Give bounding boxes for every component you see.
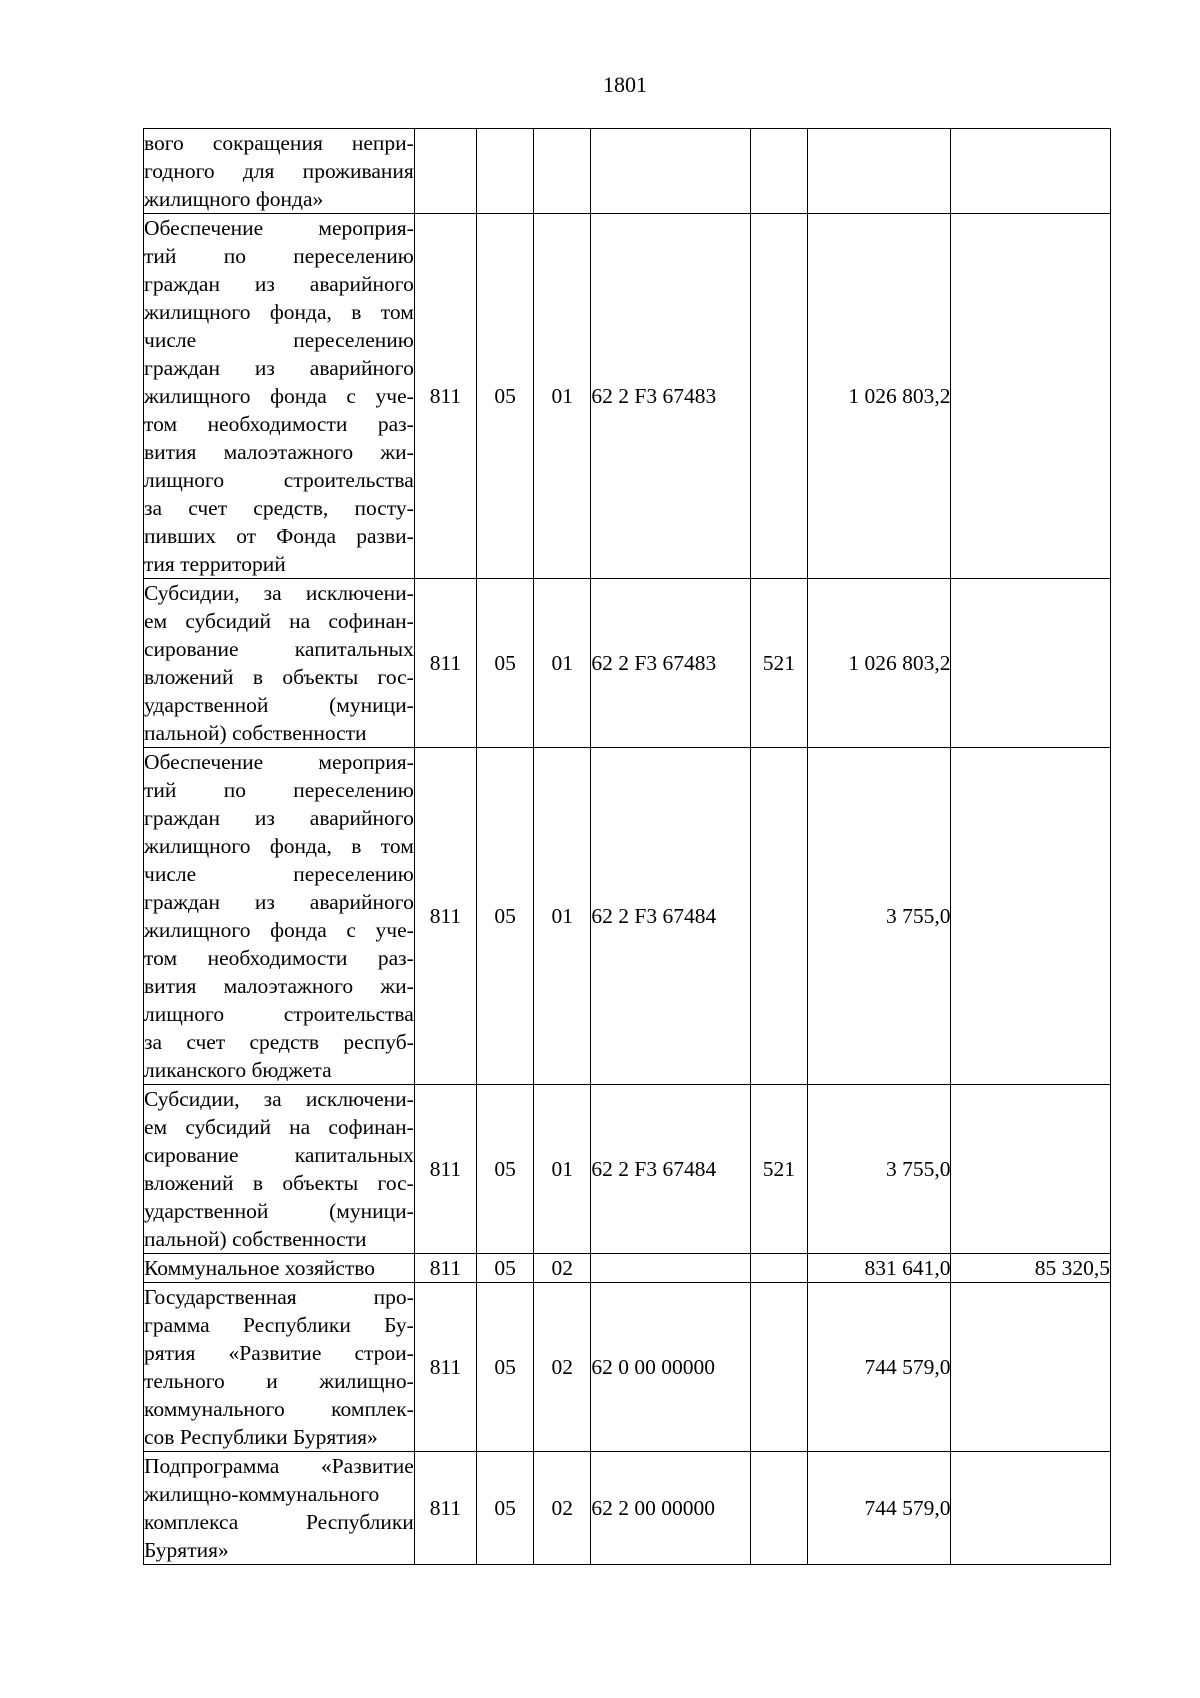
cell-rz: 05: [477, 579, 534, 748]
cell-name-line: вития малоэтажного жи-: [144, 974, 414, 998]
cell-name-line: Обеспечение мероприя-: [144, 216, 414, 240]
cell-sum-extra: 85 320,5: [951, 1254, 1111, 1283]
cell-name: [144, 129, 415, 214]
cell-name-line: жилищного фонда с уче-: [144, 384, 414, 408]
cell-pr: 01: [534, 214, 591, 579]
cell-sum: 1 026 803,2: [808, 214, 951, 579]
cell-expense-type: 521: [750, 1085, 807, 1254]
table-row: [144, 1283, 1111, 1452]
cell-rz: 05: [477, 1085, 534, 1254]
cell-name: [144, 579, 415, 748]
cell-gr: 811: [414, 579, 476, 748]
cell-name-line: вого сокращения непри-: [144, 131, 414, 155]
cell-name-line: сирование капитальных: [144, 1143, 414, 1167]
cell-target: 62 2 F3 67483: [591, 579, 750, 748]
cell-name-line: ем субсидий на софинан-: [144, 609, 414, 633]
cell-sum-extra: [951, 748, 1111, 1085]
cell-rz: 05: [477, 1254, 534, 1283]
cell-pr: [534, 129, 591, 214]
table-row: [144, 1254, 1111, 1283]
cell-name-line: ударственной (муници-: [144, 1199, 414, 1223]
cell-name-line: сирование капитальных: [144, 637, 414, 661]
cell-name: [144, 1085, 415, 1254]
cell-name-line: тия территорий: [144, 552, 286, 576]
cell-name-line: Коммунальное хозяйство: [144, 1256, 376, 1280]
cell-gr: 811: [414, 1452, 476, 1565]
cell-name-line: тельного и жилищно-: [144, 1369, 414, 1393]
cell-gr: 811: [414, 214, 476, 579]
cell-target: [591, 1254, 750, 1283]
cell-sum: 3 755,0: [808, 1085, 951, 1254]
page-number: 1801: [603, 72, 647, 97]
cell-sum: 3 755,0: [808, 748, 951, 1085]
cell-pr: 01: [534, 1085, 591, 1254]
cell-name-line: Бурятия»: [144, 1538, 229, 1562]
cell-name: [144, 214, 415, 579]
cell-pr: 01: [534, 748, 591, 1085]
cell-target: 62 2 F3 67483: [591, 214, 750, 579]
cell-name-line: граждан из аварийного: [144, 272, 414, 296]
cell-rz: 05: [477, 1452, 534, 1565]
cell-rz: 05: [477, 214, 534, 579]
cell-pr: 02: [534, 1254, 591, 1283]
cell-name-line: рятия «Развитие строи-: [144, 1341, 414, 1365]
cell-sum: 744 579,0: [808, 1283, 951, 1452]
cell-name: [144, 748, 415, 1085]
cell-name-line: коммунального комплек-: [144, 1397, 414, 1421]
cell-rz: 05: [477, 748, 534, 1085]
cell-target: 62 0 00 00000: [591, 1283, 750, 1452]
cell-name-line: Подпрограмма «Развитие: [144, 1454, 414, 1478]
cell-expense-type: [750, 214, 807, 579]
table-row: [144, 1452, 1111, 1565]
budget-table: [143, 128, 1111, 1565]
table-row: [144, 214, 1111, 579]
cell-name-line: вития малоэтажного жи-: [144, 440, 414, 464]
cell-name-line: лищного строительства: [144, 468, 414, 492]
cell-sum-extra: [951, 1283, 1111, 1452]
cell-gr: 811: [414, 1283, 476, 1452]
table-row: [144, 579, 1111, 748]
cell-name-line: ударственной (муници-: [144, 693, 414, 717]
cell-name-line: за счет средств, посту-: [144, 496, 414, 520]
cell-expense-type: [750, 1283, 807, 1452]
cell-pr: 02: [534, 1283, 591, 1452]
cell-name-line: пивших от Фонда разви-: [144, 524, 414, 548]
cell-name-line: вложений в объекты гос-: [144, 665, 414, 689]
cell-sum: 744 579,0: [808, 1452, 951, 1565]
cell-name-line: годного для проживания: [144, 159, 414, 183]
cell-name-line: жилищного фонда»: [144, 187, 324, 211]
cell-name-line: том необходимости раз-: [144, 412, 414, 436]
cell-sum-extra: [951, 579, 1111, 748]
cell-name-line: числе переселению: [144, 328, 414, 352]
cell-expense-type: 521: [750, 579, 807, 748]
cell-sum-extra: [951, 1452, 1111, 1565]
cell-gr: [414, 129, 476, 214]
cell-name-line: том необходимости раз-: [144, 946, 414, 970]
cell-name-line: пальной) собственности: [144, 721, 367, 745]
cell-name-line: тий по переселению: [144, 244, 414, 268]
cell-target: 62 2 F3 67484: [591, 748, 750, 1085]
table-body: [144, 129, 1111, 1565]
cell-name-line: Обеспечение мероприя-: [144, 750, 414, 774]
cell-rz: 05: [477, 1283, 534, 1452]
cell-name-line: пальной) собственности: [144, 1227, 367, 1251]
cell-name-line: жилищного фонда, в том: [144, 300, 414, 324]
cell-name-line: граждан из аварийного: [144, 356, 414, 380]
cell-name: [144, 1283, 415, 1452]
cell-expense-type: [750, 748, 807, 1085]
cell-sum-extra: [951, 1085, 1111, 1254]
cell-target: [591, 129, 750, 214]
cell-name-line: ликанского бюджета: [144, 1058, 332, 1082]
cell-name-line: Субсидии, за исключени-: [144, 581, 414, 605]
cell-rz: [477, 129, 534, 214]
cell-name-line: за счет средств респуб-: [144, 1030, 414, 1054]
table-row: [144, 748, 1111, 1085]
cell-name-line: тий по переселению: [144, 778, 414, 802]
cell-sum-extra: [951, 129, 1111, 214]
cell-target: 62 2 00 00000: [591, 1452, 750, 1565]
cell-sum: 831 641,0: [808, 1254, 951, 1283]
cell-sum: [808, 129, 951, 214]
cell-name-line: граждан из аварийного: [144, 806, 414, 830]
cell-expense-type: [750, 1452, 807, 1565]
cell-name-line: жилищного фонда с уче-: [144, 918, 414, 942]
cell-name-line: Государственная про-: [144, 1285, 414, 1309]
cell-expense-type: [750, 129, 807, 214]
cell-name-line: вложений в объекты гос-: [144, 1171, 414, 1195]
cell-gr: 811: [414, 1254, 476, 1283]
cell-name: [144, 1452, 415, 1565]
cell-name-line: лищного строительства: [144, 1002, 414, 1026]
cell-name-line: жилищно-коммунального: [144, 1482, 380, 1506]
cell-pr: 01: [534, 579, 591, 748]
table-row: [144, 1085, 1111, 1254]
cell-expense-type: [750, 1254, 807, 1283]
cell-name-line: сов Республики Бурятия»: [144, 1425, 378, 1449]
cell-name-line: Субсидии, за исключени-: [144, 1087, 414, 1111]
cell-pr: 02: [534, 1452, 591, 1565]
cell-name-line: комплекса Республики: [144, 1510, 414, 1534]
table-row: [144, 129, 1111, 214]
cell-name: [144, 1254, 415, 1283]
cell-sum-extra: [951, 214, 1111, 579]
cell-gr: 811: [414, 1085, 476, 1254]
cell-gr: 811: [414, 748, 476, 1085]
cell-name-line: жилищного фонда, в том: [144, 834, 414, 858]
cell-name-line: ем субсидий на софинан-: [144, 1115, 414, 1139]
cell-sum: 1 026 803,2: [808, 579, 951, 748]
cell-name-line: числе переселению: [144, 862, 414, 886]
cell-name-line: грамма Республики Бу-: [144, 1313, 414, 1337]
cell-name-line: граждан из аварийного: [144, 890, 414, 914]
cell-target: 62 2 F3 67484: [591, 1085, 750, 1254]
